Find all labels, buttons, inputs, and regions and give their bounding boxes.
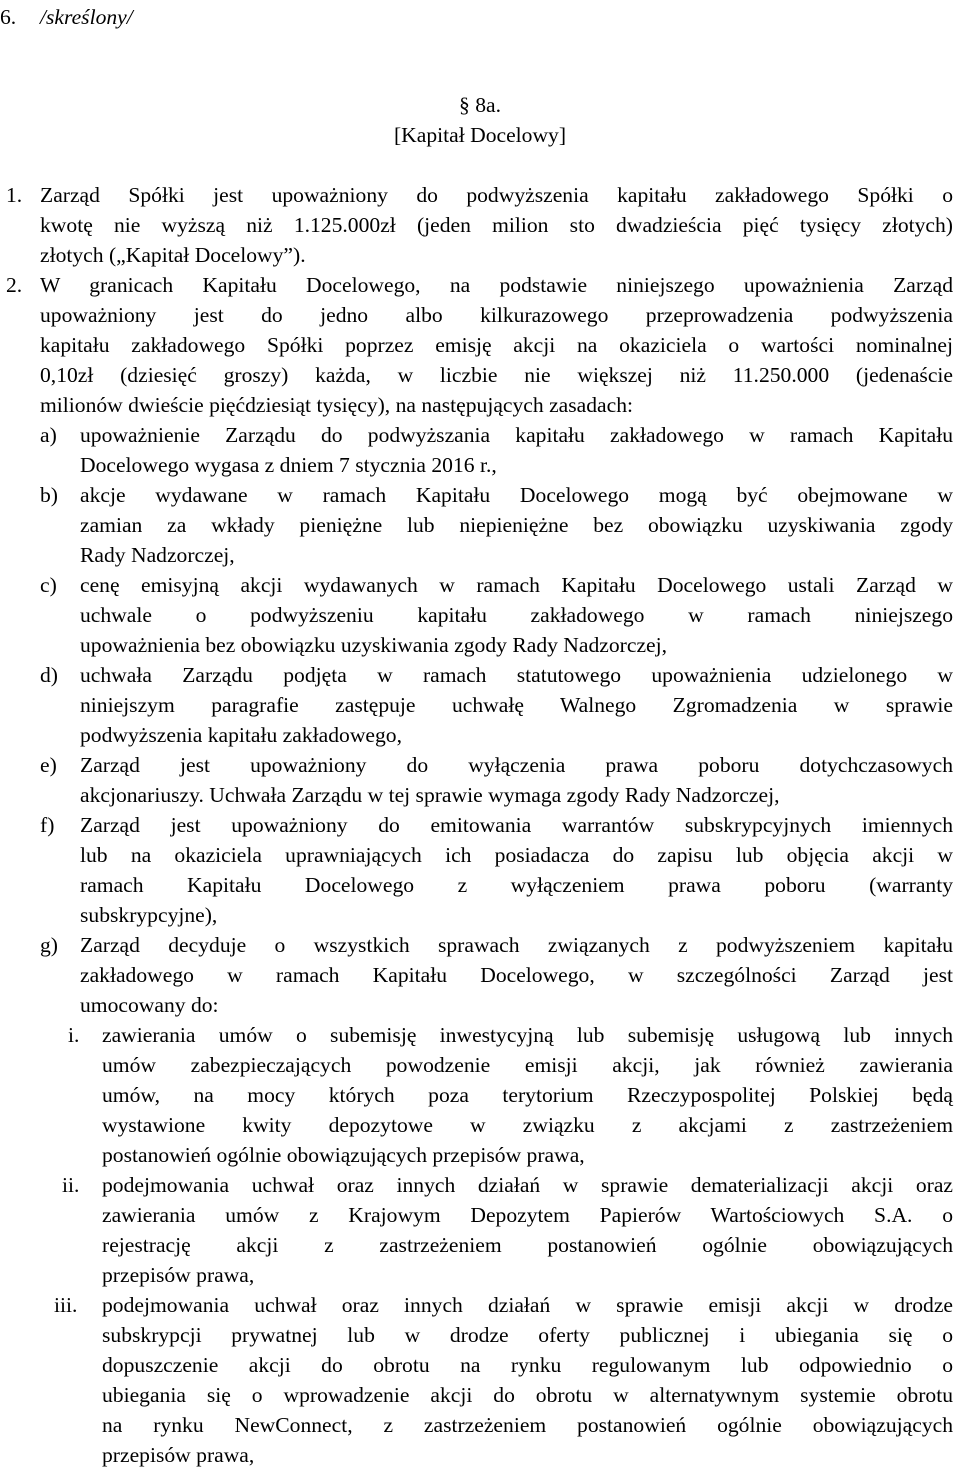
subitem-iii-line: podejmowania uchwał oraz innych działań w sprawie emisji akcji w drodze <box>102 1293 953 1317</box>
item-f-line: Zarząd jest upoważniony do emitowania warrantów subskrypcyjnych imiennych <box>80 813 953 837</box>
prev-item-number: 6. <box>0 5 17 29</box>
subitem-i-line: zawierania umów o subemisję inwestycyjną lub subemisję usługową lub innych <box>102 1023 953 1047</box>
item-f-marker: f) <box>40 813 55 837</box>
subitem-iii-line: subskrypcji prywatnej lub w drodze oferty publicznej i ubiegania się o <box>102 1323 953 1347</box>
paragraph-2-line: kapitału zakładowego Spółki poprzez emisję akcji na okaziciela o wartości nominalnej <box>40 333 953 357</box>
prev-item-text: /skreślony/ <box>40 5 133 29</box>
item-f-line: ramach Kapitału Docelowego z wyłączeniem prawa poboru (warranty <box>80 873 953 897</box>
paragraph-2-number: 2. <box>6 273 23 297</box>
subitem-iii-line: na rynku NewConnect, z zastrzeżeniem postanowień ogólnie obowiązujących <box>102 1413 953 1437</box>
subitem-iii-line: dopuszczenie akcji do obrotu na rynku regulowanym lub odpowiednio o <box>102 1353 953 1377</box>
subitem-i-line: umów, na mocy których poza terytorium Rzeczypospolitej Polskiej będą <box>102 1083 953 1107</box>
item-b-line: Rady Nadzorczej, <box>80 543 235 567</box>
item-e-line: akcjonariuszy. Uchwała Zarządu w tej sprawie wymaga zgody Rady Nadzorczej, <box>80 783 780 807</box>
item-f-line: subskrypcyjne), <box>80 903 218 927</box>
item-d-marker: d) <box>40 663 58 687</box>
section-number: § 8a. <box>459 93 501 117</box>
item-c-marker: c) <box>40 573 57 597</box>
item-g-line: zakładowego w ramach Kapitału Docelowego, w szczególności Zarząd jest <box>80 963 953 987</box>
paragraph-1-line: złotych („Kapitał Docelowy”). <box>40 243 306 267</box>
subitem-i-marker: i. <box>68 1023 80 1047</box>
item-c-line: uchwale o podwyższeniu kapitału zakładowego w ramach niniejszego <box>80 603 953 627</box>
item-a-line: upoważnienie Zarządu do podwyższania kapitału zakładowego w ramach Kapitału <box>80 423 953 447</box>
item-a-marker: a) <box>40 423 57 447</box>
subitem-ii-line: rejestrację akcji z zastrzeżeniem postanowień ogólnie obowiązujących <box>102 1233 953 1257</box>
item-c-line: cenę emisyjną akcji wydawanych w ramach Kapitału Docelowego ustali Zarząd w <box>80 573 953 597</box>
subitem-ii-line: zawierania umów z Krajowym Depozytem Papierów Wartościowych S.A. o <box>102 1203 953 1227</box>
paragraph-2-line: milionów dwieście pięćdziesiąt tysięcy), na następujących zasadach: <box>40 393 633 417</box>
item-e-marker: e) <box>40 753 57 777</box>
paragraph-2-line: W granicach Kapitału Docelowego, na podstawie niniejszego upoważnienia Zarząd <box>40 273 953 297</box>
subitem-ii-line: podejmowania uchwał oraz innych działań w sprawie dematerializacji akcji oraz <box>102 1173 953 1197</box>
section-sign: § <box>459 93 476 117</box>
item-d-line: podwyższenia kapitału zakładowego, <box>80 723 402 747</box>
paragraph-1-line: Zarząd Spółki jest upoważniony do podwyższenia kapitału zakładowego Spółki o <box>40 183 953 207</box>
item-b-line: akcje wydawane w ramach Kapitału Docelowego mogą być obejmowane w <box>80 483 953 507</box>
subitem-iii-marker: iii. <box>54 1293 78 1317</box>
section-title: [Kapitał Docelowy] <box>393 123 567 147</box>
subitem-iii-line: ubiegania się o wprowadzenie akcji do obrotu w alternatywnym systemie obrotu <box>102 1383 953 1407</box>
item-f-line: lub na okaziciela uprawniających ich posiadacza do zapisu lub objęcia akcji w <box>80 843 953 867</box>
item-b-marker: b) <box>40 483 58 507</box>
paragraph-1-line: kwotę nie wyższą niż 1.125.000zł (jeden milion sto dwadzieścia pięć tysięcy złotych) <box>40 213 953 237</box>
paragraph-2-line: upoważniony jest do jedno albo kilkurazowego przeprowadzenia podwyższenia <box>40 303 953 327</box>
item-a-line: Docelowego wygasa z dniem 7 stycznia 2016 r., <box>80 453 497 477</box>
paragraph-2-line: 0,10zł (dziesięć groszy) każda, w liczbie nie większej niż 11.250.000 (jedenaście <box>40 363 953 387</box>
subitem-i-line: umów zabezpieczających powodzenie emisji akcji, jak również zawierania <box>102 1053 953 1077</box>
subitem-i-line: wystawione kwity depozytowe w związku z akcjami z zastrzeżeniem <box>102 1113 953 1137</box>
item-d-line: uchwała Zarządu podjęta w ramach statutowego upoważnienia udzielonego w <box>80 663 953 687</box>
subitem-ii-marker: ii. <box>62 1173 80 1197</box>
item-b-line: zamian za wkłady pieniężne lub niepieniężne bez obowiązku uzyskiwania zgody <box>80 513 953 537</box>
subitem-i-line: postanowień ogólnie obowiązujących przepisów prawa, <box>102 1143 585 1167</box>
item-c-line: upoważnienia bez obowiązku uzyskiwania zgody Rady Nadzorczej, <box>80 633 668 657</box>
subitem-ii-line: przepisów prawa, <box>102 1263 255 1287</box>
item-g-line: umocowany do: <box>80 993 219 1017</box>
item-g-marker: g) <box>40 933 58 957</box>
item-d-line: niniejszym paragrafie zastępuje uchwałę Walnego Zgromadzenia w sprawie <box>80 693 953 717</box>
paragraph-1-number: 1. <box>6 183 23 207</box>
item-e-line: Zarząd jest upoważniony do wyłączenia prawa poboru dotychczasowych <box>80 753 953 777</box>
subitem-iii-line: przepisów prawa, <box>102 1443 255 1467</box>
item-g-line: Zarząd decyduje o wszystkich sprawach związanych z podwyższeniem kapitału <box>80 933 953 957</box>
